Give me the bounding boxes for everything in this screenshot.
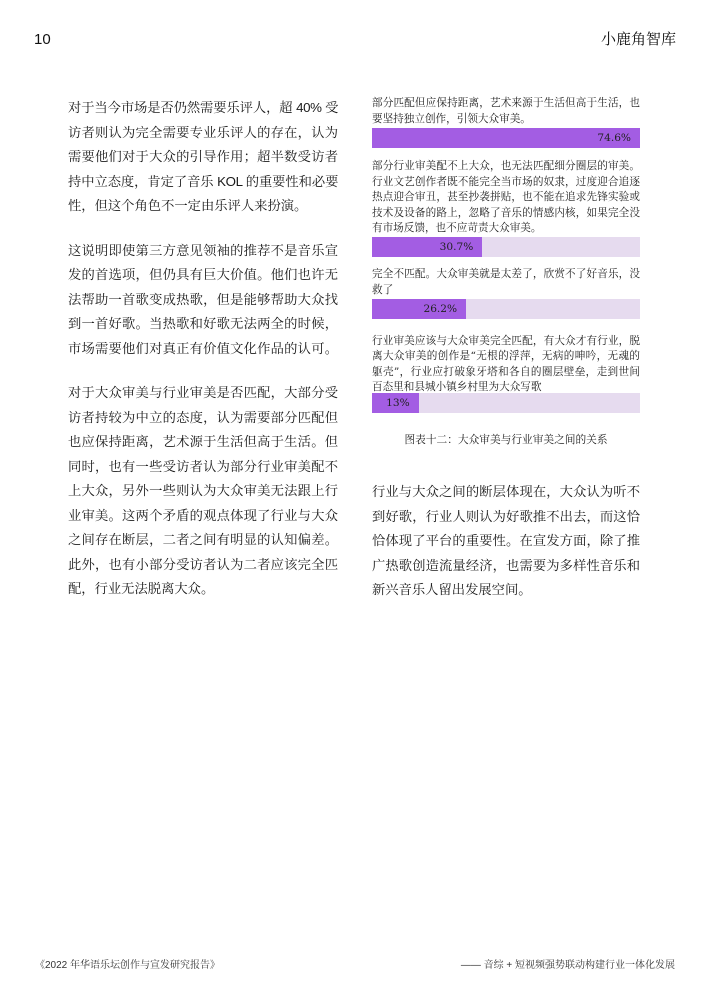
bar-category-label-line: 完全不匹配。大众审美就是太差了，欣赏不了好音乐，没 (372, 268, 640, 280)
footer-section-title: —— 音综 + 短视频强势联动构建行业一体化发展 (460, 960, 675, 971)
bar-value-label: 30.7% (439, 241, 474, 253)
paragraph (68, 239, 338, 362)
text-line: 到一首好歌。当热歌和好歌无法两全的时候， (68, 316, 338, 331)
text-line: 持中立态度，肯定了音乐 KOL 的重要性和必要 (68, 173, 338, 189)
bar-category-label-line: 部分匹配但应保持距离，艺术来源于生活但高于生活，也 (372, 97, 640, 109)
bar-fill (372, 393, 419, 413)
bar-category-label-line: 离大众审美的创作是“无根的浮萍，无病的呻吟，无魂的 (372, 350, 640, 362)
bar-category-label-line: 躯壳”，行业应打破象牙塔和各自的圈层壁垒，走到世间 (372, 365, 640, 378)
bar-track (372, 237, 640, 257)
text-line: 对于当今市场是否仍然需要乐评人，超 40% 受 (68, 100, 338, 115)
text-line: 性，但这个角色不一定由乐评人来扮演。 (68, 198, 308, 213)
bar-category-label-line: 百态里和县城小镇乡村里为大众写歌 (372, 381, 542, 393)
horizontal-bar-chart (372, 0, 640, 460)
bar-value-label: 74.6% (597, 132, 631, 144)
text-line: 恰体现了平台的重要性。在宣发方面，除了推 (372, 533, 640, 548)
text-line: 同时，也有一些受访者认为部分行业审美配不 (68, 458, 338, 474)
text-line: 访者持较为中立的态度，认为需要部分匹配但 (68, 409, 338, 425)
paragraph (372, 480, 640, 603)
bar-category-label-line: 热点迎合审丑，甚至抄袭拼贴，也不能在追求先锋实验或 (372, 191, 640, 203)
right-text-column (372, 480, 640, 623)
bar-category-label-line: 要坚持独立创作，引领大众审美。 (372, 112, 531, 125)
text-line: 对于大众审美与行业审美是否匹配，大部分受 (68, 385, 338, 400)
bar-category-label-line: 行业文艺创作者既不能完全当市场的奴隶，过度迎合追逐 (372, 175, 640, 188)
text-line: 到好歌，行业人则认为好歌推不出去，而这恰 (372, 508, 640, 524)
text-line: 访者则认为完全需要专业乐评人的存在，认为 (68, 124, 338, 140)
bar-fill (372, 128, 640, 148)
chart-caption: 图表十二：大众审美与行业审美之间的关系 (404, 433, 608, 446)
text-line: 发的首选项，但仍具有巨大价值。他们也许无 (68, 267, 338, 282)
bar-fill (372, 299, 466, 319)
paragraph (68, 381, 338, 602)
bar-category-label-line: 救了 (372, 283, 394, 296)
text-line: 需要他们对于大众的引导作用；超半数受访者 (68, 149, 338, 164)
text-line: 市场需要他们对真正有价值文化作品的认可。 (68, 340, 338, 356)
bar-item (372, 159, 640, 237)
brand-name: 小鹿角智库 (600, 31, 676, 48)
text-line: 新兴音乐人留出发展空间。 (372, 582, 532, 597)
left-text-column (68, 96, 338, 622)
bar-track (372, 393, 640, 413)
text-line: 行业与大众之间的断层体现在，大众认为听不 (372, 484, 640, 499)
bar-category-label-line: 行业审美应该与大众审美完全匹配，有大众才有行业，脱 (372, 334, 640, 347)
bar-category-label-line: 部分行业审美配不上大众，也无法匹配细分圈层的审美。 (372, 160, 640, 172)
bar-category-label-line: 有市场反馈，也不应苛责大众审美。 (372, 222, 542, 234)
text-line: 这说明即使第三方意见领袖的推荐不是音乐宣 (68, 242, 338, 258)
text-line: 此外，也有小部分受访者认为二者应该完全匹 (68, 556, 338, 572)
footer-report-title: 《2022 年华语乐坛创作与宣发研究报告》 (35, 960, 221, 971)
bar-item (372, 334, 640, 396)
text-line: 也应保持距离，艺术源于生活但高于生活。但 (68, 434, 338, 449)
bar-category-label-line: 技术及设备的路上，忽略了音乐的情感内核，如果完全没 (372, 206, 640, 219)
bar-item (372, 96, 640, 127)
bar-item (372, 267, 640, 298)
text-line: 上大众，另外一些则认为大众审美无法跟上行 (68, 483, 338, 498)
text-line: 法帮助一首歌变成热歌，但是能够帮助大众找 (68, 291, 338, 307)
paragraph (68, 96, 338, 219)
page-number: 10 (34, 31, 51, 48)
text-line: 之间存在断层，二者之间有明显的认知偏差。 (68, 532, 338, 547)
text-line: 配，行业无法脱离大众。 (68, 581, 215, 596)
bar-value-label: 26.2% (423, 303, 458, 315)
text-line: 广热歌创造流量经济，也需要为多样性音乐和 (372, 557, 640, 573)
bar-value-label: 13% (386, 397, 410, 409)
bar-track (372, 128, 640, 148)
bar-fill (372, 237, 482, 257)
text-line: 业审美。这两个矛盾的观点体现了行业与大众 (68, 507, 338, 523)
bar-track (372, 299, 640, 319)
